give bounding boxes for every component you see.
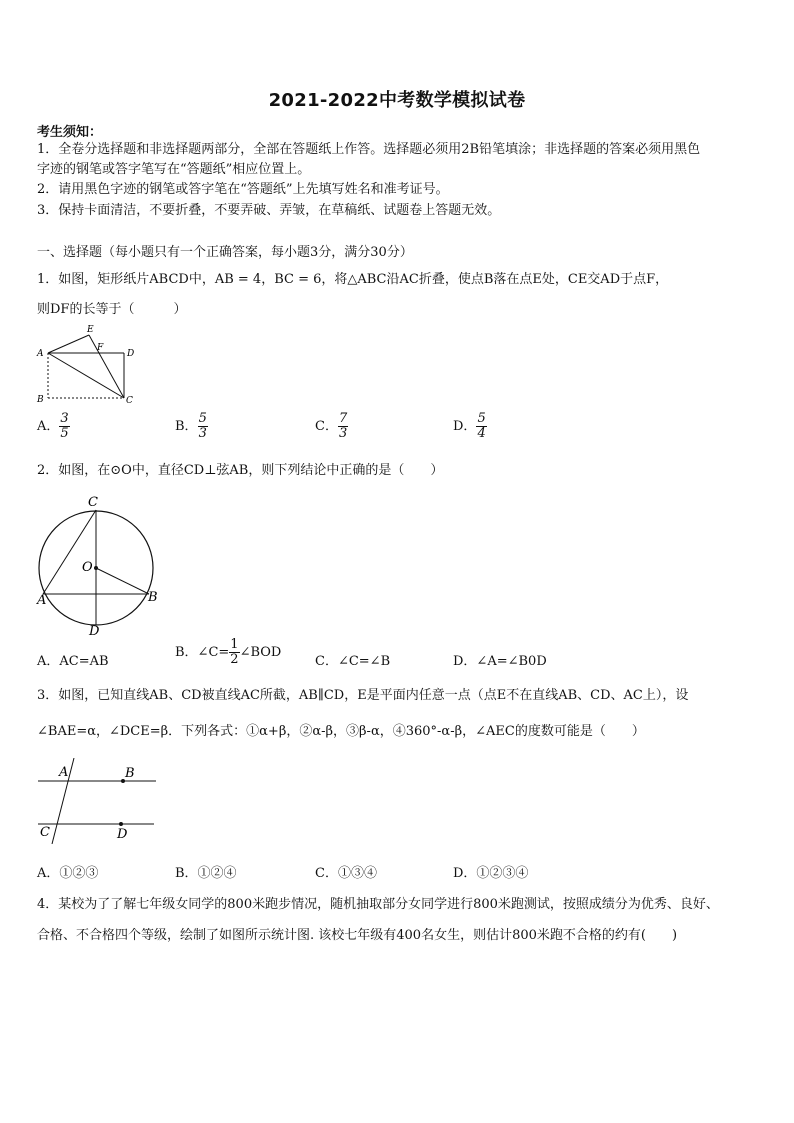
q1-option-c: C． $\frac{7}{3}$ — [315, 411, 348, 441]
q2-option-a: A．AC=AB — [37, 654, 109, 669]
notice-line-4: 3．保持卡面清洁，不要折叠，不要弄破、弄皱，在草稿纸、试题卷上答题无效。 — [37, 203, 501, 218]
q1-option-d: D． $\frac{5}{4}$ — [453, 411, 486, 441]
q2-label-o: O — [82, 560, 93, 575]
q2-option-b: B．∠C= $\frac{1}{2}$ ∠BOD — [175, 637, 282, 667]
q3-label-a: A — [59, 765, 69, 780]
q1-stem-line-1: 1．如图，矩形纸片ABCD中，AB = 4，BC = 6，将△ABC沿AC折叠，使点B落在点E处，CE交AD于点F， — [37, 272, 669, 287]
q2-option-d: D．∠A=∠B0D — [453, 654, 547, 669]
q1-figure — [34, 322, 144, 408]
q2-label-d: D — [89, 624, 100, 639]
section-heading: 一、选择题（每小题只有一个正确答案，每小题3分，满分30分） — [37, 245, 413, 260]
q2-stem: 2．如图，在⊙O中，直径CD⊥弦AB，则下列结论中正确的是（ ） — [37, 463, 444, 478]
q1-label-c: C — [126, 396, 133, 406]
q1-label-f: F — [97, 343, 104, 353]
q2-option-c: C．∠C=∠B — [315, 654, 391, 669]
notice-line-1: 1．全卷分选择题和非选择题两部分，全部在答题纸上作答。选择题必须用2B铅笔填涂；非选择题的答案必须用黑色 — [37, 142, 701, 157]
notice-line-2: 字迹的钢笔或答字笔写在“答题纸”相应位置上。 — [37, 162, 311, 177]
q1-option-b: B． $\frac{5}{3}$ — [175, 411, 207, 441]
page-title: 2021-2022中考数学模拟试卷 — [268, 90, 526, 111]
q3-option-b: B．①②④ — [175, 866, 237, 881]
q1-label-a: A — [37, 349, 44, 359]
q3-figure — [34, 758, 158, 844]
notice-heading: 考生须知： — [37, 125, 103, 140]
q3-option-c: C．①③④ — [315, 866, 377, 881]
q2-label-a: A — [37, 593, 47, 608]
q3-stem-line-1: 3．如图，已知直线AB、CD被直线AC所截，AB∥CD，E是平面内任意一点（点E不在直线AB、CD、AC上），设 — [37, 688, 689, 703]
q3-stem-line-2: ∠BAE=α，∠DCE=β．下列各式：①α+β，②α-β，③β-α，④360°-α-β，∠AEC的度数可能是（ ） — [37, 724, 645, 739]
q2-figure — [34, 490, 164, 640]
q2-label-b: B — [148, 590, 158, 605]
q1-option-a: A． $\frac{3}{5}$ — [37, 411, 69, 441]
notice-line-3: 2．请用黑色字迹的钢笔或答字笔在“答题纸”上先填写姓名和准考证号。 — [37, 182, 449, 197]
q1-label-d: D — [127, 349, 135, 359]
q4-stem-line-2: 合格、不合格四个等级，绘制了如图所示统计图. 该校七年级有400名女生，则估计800米跑不合格的约有( ) — [37, 928, 678, 943]
q2-label-c: C — [88, 495, 98, 510]
q1-stem-line-2: 则DF的长等于（ ） — [37, 302, 187, 317]
q3-option-d: D．①②③④ — [453, 866, 529, 881]
q3-label-b: B — [125, 766, 135, 781]
q3-label-c: C — [40, 825, 50, 840]
q3-label-d: D — [117, 827, 128, 842]
q3-option-a: A．①②③ — [37, 866, 99, 881]
q1-label-b: B — [37, 395, 44, 405]
q4-stem-line-1: 4．某校为了了解七年级女同学的800米跑步情况，随机抽取部分女同学进行800米跑测试，按照成绩分为优秀、良好、 — [37, 897, 719, 912]
q1-label-e: E — [87, 325, 94, 335]
